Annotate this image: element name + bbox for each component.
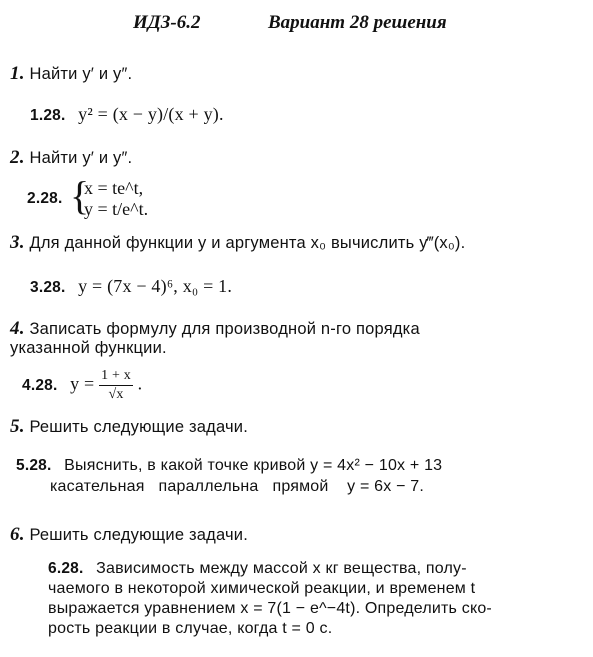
subproblem-2-line-2: y = t/e^t. xyxy=(84,199,149,219)
subproblem-3-number: 3.28. xyxy=(30,279,66,296)
document-id: ИДЗ-6.2 xyxy=(133,12,201,33)
subproblem-4-tail: . xyxy=(137,373,143,394)
task-5-subproblem-line-1 xyxy=(16,457,442,475)
task-2-heading xyxy=(10,147,132,169)
task-1-subproblem xyxy=(30,104,224,125)
task-6-text: Решить следующие задачи. xyxy=(29,526,248,544)
subproblem-6-number: 6.28. xyxy=(48,560,84,577)
subproblem-4-lhs: y = xyxy=(70,373,95,394)
task-4-number: 4. xyxy=(10,318,25,339)
task-4-text-line-1: Записать формулу для производной n-го порядка xyxy=(29,320,420,338)
fraction-numerator: 1 + x xyxy=(99,368,133,386)
task-3-heading xyxy=(10,232,465,254)
left-brace-icon: { xyxy=(70,173,90,218)
subproblem-6-line-4: рость реакции в случае, когда t = 0 с. xyxy=(48,620,333,637)
task-5-text: Решить следующие задачи. xyxy=(29,418,248,436)
task-4-heading xyxy=(10,318,420,340)
task-3-subproblem xyxy=(30,276,232,297)
task-5-number: 5. xyxy=(10,416,25,437)
task-6-subproblem-line-1 xyxy=(48,560,467,578)
task-5-heading xyxy=(10,416,248,438)
subproblem-6-line-3: выражается уравнением x = 7(1 − e^−4t). Определить ско- xyxy=(48,600,492,617)
task-1-number: 1. xyxy=(10,63,25,84)
subproblem-4-fraction xyxy=(99,368,133,403)
subproblem-4-number: 4.28. xyxy=(22,376,58,394)
subproblem-6-line-1: Зависимость между массой x кг вещества, полу- xyxy=(96,560,467,577)
fraction-denominator: √x xyxy=(108,387,124,402)
subproblem-2-line-1: x = te^t, xyxy=(84,178,144,198)
task-3-text: Для данной функции y и аргумента x₀ вычислить y‴(x₀). xyxy=(29,234,466,252)
subproblem-2-number: 2.28. xyxy=(27,190,63,207)
task-1-text: Найти y′ и y″. xyxy=(29,65,133,83)
task-4-text-line-2: указанной функции. xyxy=(10,339,167,357)
variant-title: Вариант 28 решения xyxy=(268,12,447,33)
task-1-heading xyxy=(10,63,132,85)
subproblem-5-line-1: Выяснить, в какой точке кривой y = 4x² − 10x + 13 xyxy=(64,457,443,474)
task-6-number: 6. xyxy=(10,524,25,545)
task-2-text: Найти y′ и y″. xyxy=(29,149,133,167)
task-3-number: 3. xyxy=(10,232,25,253)
task-2-number: 2. xyxy=(10,147,25,168)
subproblem-1-formula: y² = (x − y)/(x + y). xyxy=(78,104,224,124)
subproblem-5-number: 5.28. xyxy=(16,457,52,474)
task-4-subproblem xyxy=(22,368,142,403)
subproblem-3-formula: y = (7x − 4)⁶, x₀ = 1. xyxy=(78,276,233,296)
task-6-heading xyxy=(10,524,248,546)
subproblem-5-line-2: касательная параллельна прямой y = 6x − 7. xyxy=(50,478,425,495)
subproblem-1-number: 1.28. xyxy=(30,107,66,124)
subproblem-6-line-2: чаемого в некоторой химической реакции, и временем t xyxy=(48,580,476,597)
